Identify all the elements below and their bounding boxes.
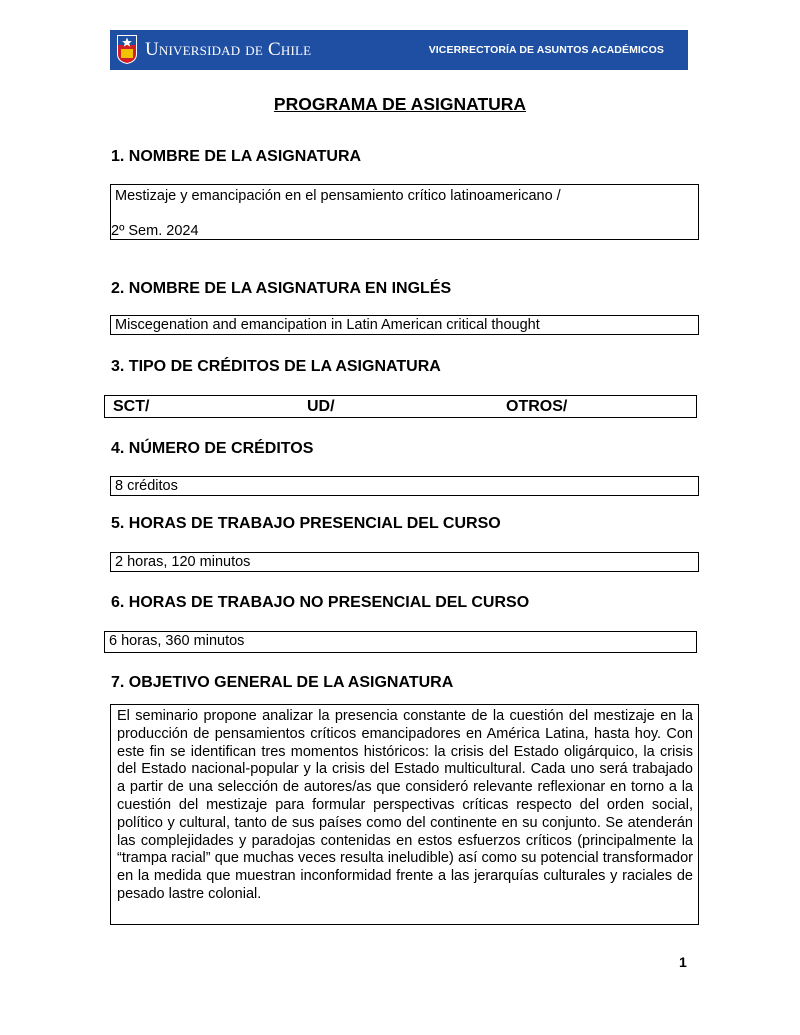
section-2-heading: 2. NOMBRE DE LA ASIGNATURA EN INGLÉS	[111, 280, 452, 297]
section-5-heading: 5. HORAS DE TRABAJO PRESENCIAL DEL CURSO	[111, 515, 501, 532]
office-name: VICERRECTORÍA DE ASUNTOS ACADÉMICOS	[428, 44, 664, 56]
header-banner	[110, 30, 688, 70]
section-1-heading: 1. NOMBRE DE LA ASIGNATURA	[111, 148, 362, 165]
general-objective-text: El seminario propone analizar la presencia constante de la cuestión del mestizaje en la producción de pensamientos críticos emancipadores en América Latina, hasta hoy. Con este fin se identifican tres momentos históricos: la crisis del Estado oligárquico, la crisis del Estado nacional-popular y la crisis del Estado multicultural. Cada uno será trabajado a partir de una selección de autores/as que consideró relevante reflexionar en torno a la cuestión del mestizaje para formular perspectivas críticas respecto del orden social, político y cultural, tanto de sus países como del continente en su conjunto. Se atenderán las complejidades y paradojas contenidas en estos esfuerzos críticos (principalmente la “trampa racial” que muchas veces resulta ineludible) así como su potencial transformador en la medida que muestran inconformidad frente a las jerarquías culturales y raciales de pesado lastre colonial.	[110, 704, 699, 925]
offsite-hours-box	[104, 631, 697, 653]
credit-type-sct: SCT/	[113, 398, 150, 415]
credit-type-otros: OTROS/	[506, 398, 568, 415]
course-name-line-2: 2º Sem. 2024	[111, 223, 199, 239]
course-name-line-1: Mestizaje y emancipación en el pensamiento crítico latinoamericano /	[115, 188, 561, 204]
credit-type-box	[104, 395, 697, 418]
section-6-heading: 6. HORAS DE TRABAJO NO PRESENCIAL DEL CURSO	[111, 594, 530, 611]
university-seal-icon	[116, 34, 138, 65]
credits-number-value: 8 créditos	[115, 478, 178, 494]
course-name-box	[110, 184, 699, 240]
document-title-text: PROGRAMA DE ASIGNATURA	[273, 94, 527, 114]
offsite-hours-value: 6 horas, 360 minutos	[109, 633, 245, 649]
onsite-hours-box	[110, 552, 699, 572]
onsite-hours-value: 2 horas, 120 minutos	[115, 554, 251, 570]
document-title	[0, 94, 800, 115]
credit-type-ud: UD/	[307, 398, 335, 415]
page-number: 1	[679, 954, 687, 970]
section-4-heading: 4. NÚMERO DE CRÉDITOS	[111, 440, 314, 457]
university-name: Universidad de Chile	[145, 39, 312, 60]
section-7-heading: 7. OBJETIVO GENERAL DE LA ASIGNATURA	[111, 674, 454, 691]
english-name-value: Miscegenation and emancipation in Latin American critical thought	[115, 317, 540, 333]
section-3-heading: 3. TIPO DE CRÉDITOS DE LA ASIGNATURA	[111, 358, 441, 375]
credits-number-box	[110, 476, 699, 496]
english-name-box	[110, 315, 699, 335]
